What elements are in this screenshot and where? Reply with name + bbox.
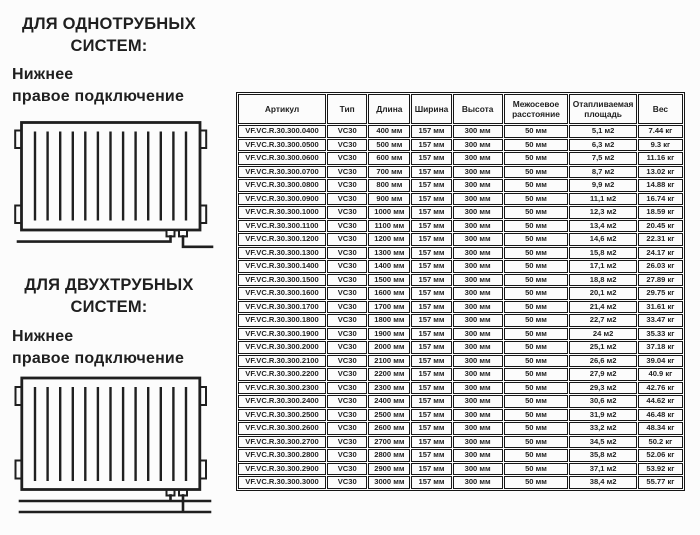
table-cell: 300 мм	[453, 220, 503, 233]
table-cell: 157 мм	[411, 220, 451, 233]
table-cell: VC30	[327, 260, 367, 273]
table-cell: 300 мм	[453, 247, 503, 260]
table-cell: 50 мм	[504, 409, 569, 422]
table-cell: VC30	[327, 395, 367, 408]
table-cell: 300 мм	[453, 449, 503, 462]
table-cell: 2600 мм	[368, 422, 410, 435]
table-cell: 157 мм	[411, 233, 451, 246]
table-cell: VF.VC.R.30.300.1200	[238, 233, 326, 246]
table-cell: 37.18 кг	[638, 341, 683, 354]
table-cell: 48.34 кг	[638, 422, 683, 435]
table-cell: 50 мм	[504, 463, 569, 476]
table-cell: 13,4 м2	[569, 220, 636, 233]
table-cell: 157 мм	[411, 341, 451, 354]
table-row	[238, 233, 683, 246]
table-cell: 35.33 кг	[638, 328, 683, 341]
table-cell: VC30	[327, 220, 367, 233]
table-cell: 14.88 кг	[638, 179, 683, 192]
radiator-diagram-two-pipe	[0, 370, 235, 525]
single-pipe-section-title	[6, 13, 212, 57]
table-row	[238, 179, 683, 192]
table-cell: VC30	[327, 476, 367, 489]
table-cell: VF.VC.R.30.300.1400	[238, 260, 326, 273]
table-cell: 1100 мм	[368, 220, 410, 233]
table-cell: 300 мм	[453, 125, 503, 138]
table-cell: VF.VC.R.30.300.0500	[238, 139, 326, 152]
table-cell: 600 мм	[368, 152, 410, 165]
table-cell: 25,1 м2	[569, 341, 636, 354]
table-cell: 7,5 м2	[569, 152, 636, 165]
table-cell: 50 мм	[504, 476, 569, 489]
table-cell: 300 мм	[453, 179, 503, 192]
table-row	[238, 476, 683, 489]
table-row	[238, 395, 683, 408]
table-cell: 11,1 м2	[569, 193, 636, 206]
table-cell: VF.VC.R.30.300.2400	[238, 395, 326, 408]
table-cell: 157 мм	[411, 449, 451, 462]
table-cell: 1500 мм	[368, 274, 410, 287]
table-cell: 24 м2	[569, 328, 636, 341]
table-cell: 300 мм	[453, 152, 503, 165]
table-cell: 50 мм	[504, 395, 569, 408]
table-cell: VF.VC.R.30.300.2000	[238, 341, 326, 354]
table-cell: 300 мм	[453, 395, 503, 408]
table-cell: 52.06 кг	[638, 449, 683, 462]
table-row	[238, 152, 683, 165]
table-row	[238, 449, 683, 462]
table-cell: 157 мм	[411, 166, 451, 179]
table-cell: 50 мм	[504, 314, 569, 327]
table-cell: 157 мм	[411, 314, 451, 327]
table-row	[238, 193, 683, 206]
table-cell: 300 мм	[453, 422, 503, 435]
table-cell: 300 мм	[453, 382, 503, 395]
table-row	[238, 409, 683, 422]
table-cell: VC30	[327, 436, 367, 449]
table-cell: VF.VC.R.30.300.2900	[238, 463, 326, 476]
table-cell: 9.3 кг	[638, 139, 683, 152]
table-cell: 5,1 м2	[569, 125, 636, 138]
table-cell: VC30	[327, 125, 367, 138]
table-cell: VC30	[327, 179, 367, 192]
table-cell: 12,3 м2	[569, 206, 636, 219]
table-cell: VC30	[327, 328, 367, 341]
table-row	[238, 139, 683, 152]
table-row	[238, 328, 683, 341]
table-cell: 700 мм	[368, 166, 410, 179]
table-cell: VC30	[327, 341, 367, 354]
table-cell: 300 мм	[453, 355, 503, 368]
table-cell: VC30	[327, 449, 367, 462]
table-cell: 1400 мм	[368, 260, 410, 273]
table-cell: 1300 мм	[368, 247, 410, 260]
table-cell: 157 мм	[411, 436, 451, 449]
table-cell: 1700 мм	[368, 301, 410, 314]
table-cell: 157 мм	[411, 422, 451, 435]
table-cell: VF.VC.R.30.300.0800	[238, 179, 326, 192]
table-cell: VF.VC.R.30.300.1500	[238, 274, 326, 287]
table-row	[238, 301, 683, 314]
table-cell: VF.VC.R.30.300.1300	[238, 247, 326, 260]
table-cell: 21,4 м2	[569, 301, 636, 314]
table-cell: 50 мм	[504, 328, 569, 341]
table-cell: 300 мм	[453, 233, 503, 246]
table-cell: 8,7 м2	[569, 166, 636, 179]
table-cell: 55.77 кг	[638, 476, 683, 489]
single-pipe-lines	[18, 236, 212, 246]
table-cell: 1000 мм	[368, 206, 410, 219]
table-cell: 50 мм	[504, 206, 569, 219]
table-cell: VF.VC.R.30.300.0700	[238, 166, 326, 179]
column-header: Ширина	[411, 94, 451, 124]
table-cell: 50 мм	[504, 179, 569, 192]
table-cell: 13.02 кг	[638, 166, 683, 179]
radiator-spec-table	[236, 92, 685, 491]
table-cell: VF.VC.R.30.300.1900	[238, 328, 326, 341]
table-cell: 300 мм	[453, 193, 503, 206]
table-cell: 157 мм	[411, 287, 451, 300]
table-cell: 157 мм	[411, 355, 451, 368]
table-row	[238, 368, 683, 381]
table-cell: 300 мм	[453, 166, 503, 179]
table-cell: 300 мм	[453, 301, 503, 314]
table-cell: 24.17 кг	[638, 247, 683, 260]
table-cell: 15,8 м2	[569, 247, 636, 260]
table-cell: 33,2 м2	[569, 422, 636, 435]
table-cell: 1600 мм	[368, 287, 410, 300]
table-cell: 50 мм	[504, 368, 569, 381]
table-cell: VF.VC.R.30.300.2500	[238, 409, 326, 422]
table-cell: 50 мм	[504, 220, 569, 233]
table-cell: 157 мм	[411, 463, 451, 476]
two-pipe-lines	[20, 495, 210, 512]
column-header: Межосевое расстояние	[504, 94, 569, 124]
table-row	[238, 274, 683, 287]
table-cell: 2900 мм	[368, 463, 410, 476]
table-cell: VC30	[327, 152, 367, 165]
table-cell: 300 мм	[453, 409, 503, 422]
table-cell: VC30	[327, 463, 367, 476]
table-cell: 31.61 кг	[638, 301, 683, 314]
table-cell: 157 мм	[411, 193, 451, 206]
column-header: Длина	[368, 94, 410, 124]
table-cell: VC30	[327, 382, 367, 395]
table-cell: VF.VC.R.30.300.3000	[238, 476, 326, 489]
table-cell: 300 мм	[453, 314, 503, 327]
table-row	[238, 125, 683, 138]
table-cell: VF.VC.R.30.300.0900	[238, 193, 326, 206]
table-cell: 29,3 м2	[569, 382, 636, 395]
table-cell: 300 мм	[453, 463, 503, 476]
table-cell: 18,8 м2	[569, 274, 636, 287]
table-cell: 29.75 кг	[638, 287, 683, 300]
connection-label-line: правое подключение	[12, 350, 185, 367]
table-cell: VF.VC.R.30.300.2300	[238, 382, 326, 395]
table-cell: 44.62 кг	[638, 395, 683, 408]
column-header: Тип	[327, 94, 367, 124]
table-cell: 300 мм	[453, 476, 503, 489]
table-cell: 31,9 м2	[569, 409, 636, 422]
table-cell: 157 мм	[411, 152, 451, 165]
table-cell: 2100 мм	[368, 355, 410, 368]
table-cell: 157 мм	[411, 274, 451, 287]
table-cell: 53.92 кг	[638, 463, 683, 476]
table-cell: VC30	[327, 206, 367, 219]
table-cell: 2000 мм	[368, 341, 410, 354]
column-header: Отапливаемая площадь	[569, 94, 636, 124]
table-cell: 2500 мм	[368, 409, 410, 422]
table-cell: 300 мм	[453, 328, 503, 341]
table-cell: 900 мм	[368, 193, 410, 206]
table-cell: 22.31 кг	[638, 233, 683, 246]
section-title-line: СИСТЕМ:	[70, 298, 148, 316]
table-cell: 500 мм	[368, 139, 410, 152]
table-cell: 300 мм	[453, 260, 503, 273]
table-cell: 9,9 м2	[569, 179, 636, 192]
table-cell: VF.VC.R.30.300.2700	[238, 436, 326, 449]
table-cell: 38,4 м2	[569, 476, 636, 489]
table-cell: 3000 мм	[368, 476, 410, 489]
connection-label-line: правое подключение	[12, 88, 185, 105]
table-cell: 14,6 м2	[569, 233, 636, 246]
table-cell: 157 мм	[411, 206, 451, 219]
table-cell: 300 мм	[453, 206, 503, 219]
table-cell: 50 мм	[504, 166, 569, 179]
table-cell: 27,9 м2	[569, 368, 636, 381]
table-cell: VC30	[327, 139, 367, 152]
column-header: Артикул	[238, 94, 326, 124]
table-cell: VC30	[327, 193, 367, 206]
table-cell: 22,7 м2	[569, 314, 636, 327]
table-cell: VC30	[327, 247, 367, 260]
table-cell: 20.45 кг	[638, 220, 683, 233]
table-cell: 157 мм	[411, 382, 451, 395]
table-cell: VF.VC.R.30.300.1800	[238, 314, 326, 327]
connection-label-line: Нижнее	[12, 66, 74, 83]
table-cell: 400 мм	[368, 125, 410, 138]
table-cell: VC30	[327, 314, 367, 327]
table-cell: VF.VC.R.30.300.2600	[238, 422, 326, 435]
table-cell: 39.04 кг	[638, 355, 683, 368]
table-cell: 50 мм	[504, 260, 569, 273]
table-cell: VC30	[327, 368, 367, 381]
table-cell: 300 мм	[453, 287, 503, 300]
table-cell: 1800 мм	[368, 314, 410, 327]
table-cell: 17,1 м2	[569, 260, 636, 273]
table-cell: 300 мм	[453, 341, 503, 354]
table-cell: 18.59 кг	[638, 206, 683, 219]
table-cell: 2800 мм	[368, 449, 410, 462]
table-cell: VF.VC.R.30.300.1700	[238, 301, 326, 314]
table-cell: 37,1 м2	[569, 463, 636, 476]
table-cell: 50 мм	[504, 341, 569, 354]
table-row	[238, 287, 683, 300]
table-row	[238, 341, 683, 354]
table-row	[238, 436, 683, 449]
table-cell: 157 мм	[411, 139, 451, 152]
table-cell: VC30	[327, 301, 367, 314]
table-cell: 50 мм	[504, 382, 569, 395]
table-cell: 50 мм	[504, 301, 569, 314]
table-cell: 2300 мм	[368, 382, 410, 395]
table-row	[238, 422, 683, 435]
column-header: Вес	[638, 94, 683, 124]
table-cell: VC30	[327, 233, 367, 246]
table-cell: 16.74 кг	[638, 193, 683, 206]
table-cell: 50 мм	[504, 152, 569, 165]
two-pipe-section-title	[6, 274, 212, 318]
table-cell: VC30	[327, 422, 367, 435]
table-row	[238, 260, 683, 273]
table-row	[238, 463, 683, 476]
table-cell: VC30	[327, 355, 367, 368]
table-cell: 30,6 м2	[569, 395, 636, 408]
section-title-line: ДЛЯ ДВУХТРУБНЫХ	[24, 276, 194, 294]
table-cell: VF.VC.R.30.300.2100	[238, 355, 326, 368]
table-cell: 50 мм	[504, 422, 569, 435]
table-cell: VC30	[327, 274, 367, 287]
table-cell: VF.VC.R.30.300.1600	[238, 287, 326, 300]
table-cell: 1900 мм	[368, 328, 410, 341]
section-title-line: СИСТЕМ:	[70, 37, 148, 55]
table-cell: VF.VC.R.30.300.0400	[238, 125, 326, 138]
table-cell: 50 мм	[504, 233, 569, 246]
table-cell: 50 мм	[504, 436, 569, 449]
table-cell: VC30	[327, 166, 367, 179]
table-cell: 42.76 кг	[638, 382, 683, 395]
table-cell: 300 мм	[453, 436, 503, 449]
two-pipe-connection-label	[12, 326, 227, 370]
table-cell: 300 мм	[453, 274, 503, 287]
table-cell: VF.VC.R.30.300.1100	[238, 220, 326, 233]
table-cell: VC30	[327, 287, 367, 300]
table-row	[238, 247, 683, 260]
table-cell: 26,6 м2	[569, 355, 636, 368]
table-cell: 800 мм	[368, 179, 410, 192]
table-cell: 20,1 м2	[569, 287, 636, 300]
table-cell: 157 мм	[411, 328, 451, 341]
table-cell: 6,3 м2	[569, 139, 636, 152]
table-cell: 157 мм	[411, 395, 451, 408]
single-pipe-connection-label	[12, 64, 227, 108]
table-cell: 40.9 кг	[638, 368, 683, 381]
table-cell: VF.VC.R.30.300.2200	[238, 368, 326, 381]
connection-schemes-panel	[0, 0, 235, 535]
table-cell: 33.47 кг	[638, 314, 683, 327]
table-cell: 11.16 кг	[638, 152, 683, 165]
table-cell: 46.48 кг	[638, 409, 683, 422]
table-cell: 50 мм	[504, 274, 569, 287]
table-cell: 157 мм	[411, 125, 451, 138]
table-cell: 7.44 кг	[638, 125, 683, 138]
table-cell: 157 мм	[411, 301, 451, 314]
table-cell: 300 мм	[453, 139, 503, 152]
table-cell: 2700 мм	[368, 436, 410, 449]
table-cell: 35,8 м2	[569, 449, 636, 462]
table-cell: VF.VC.R.30.300.1000	[238, 206, 326, 219]
table-cell: 50 мм	[504, 355, 569, 368]
table-cell: 157 мм	[411, 476, 451, 489]
table-cell: VC30	[327, 409, 367, 422]
table-cell: VF.VC.R.30.300.2800	[238, 449, 326, 462]
table-header-row	[238, 94, 683, 124]
section-title-line: ДЛЯ ОДНОТРУБНЫХ	[22, 15, 196, 33]
table-cell: 2400 мм	[368, 395, 410, 408]
table-cell: 27.89 кг	[638, 274, 683, 287]
table-row	[238, 206, 683, 219]
table-cell: 26.03 кг	[638, 260, 683, 273]
table-cell: 157 мм	[411, 260, 451, 273]
table-cell: 300 мм	[453, 368, 503, 381]
table-cell: 50 мм	[504, 125, 569, 138]
table-cell: 34,5 м2	[569, 436, 636, 449]
table-cell: 1200 мм	[368, 233, 410, 246]
table-cell: 157 мм	[411, 247, 451, 260]
table-row	[238, 220, 683, 233]
table-row	[238, 355, 683, 368]
table-cell: 2200 мм	[368, 368, 410, 381]
table-cell: 50 мм	[504, 247, 569, 260]
radiator-diagram-single-pipe	[0, 116, 235, 258]
table-cell: 50 мм	[504, 287, 569, 300]
table-cell: 157 мм	[411, 409, 451, 422]
table-cell: 157 мм	[411, 368, 451, 381]
table-cell: 50.2 кг	[638, 436, 683, 449]
table-row	[238, 382, 683, 395]
table-cell: 50 мм	[504, 139, 569, 152]
column-header: Высота	[453, 94, 503, 124]
table-cell: VF.VC.R.30.300.0600	[238, 152, 326, 165]
table-row	[238, 166, 683, 179]
table-cell: 50 мм	[504, 449, 569, 462]
table-row	[238, 314, 683, 327]
table-cell: 157 мм	[411, 179, 451, 192]
connection-label-line: Нижнее	[12, 328, 74, 345]
spec-table-area	[236, 92, 685, 491]
table-cell: 50 мм	[504, 193, 569, 206]
